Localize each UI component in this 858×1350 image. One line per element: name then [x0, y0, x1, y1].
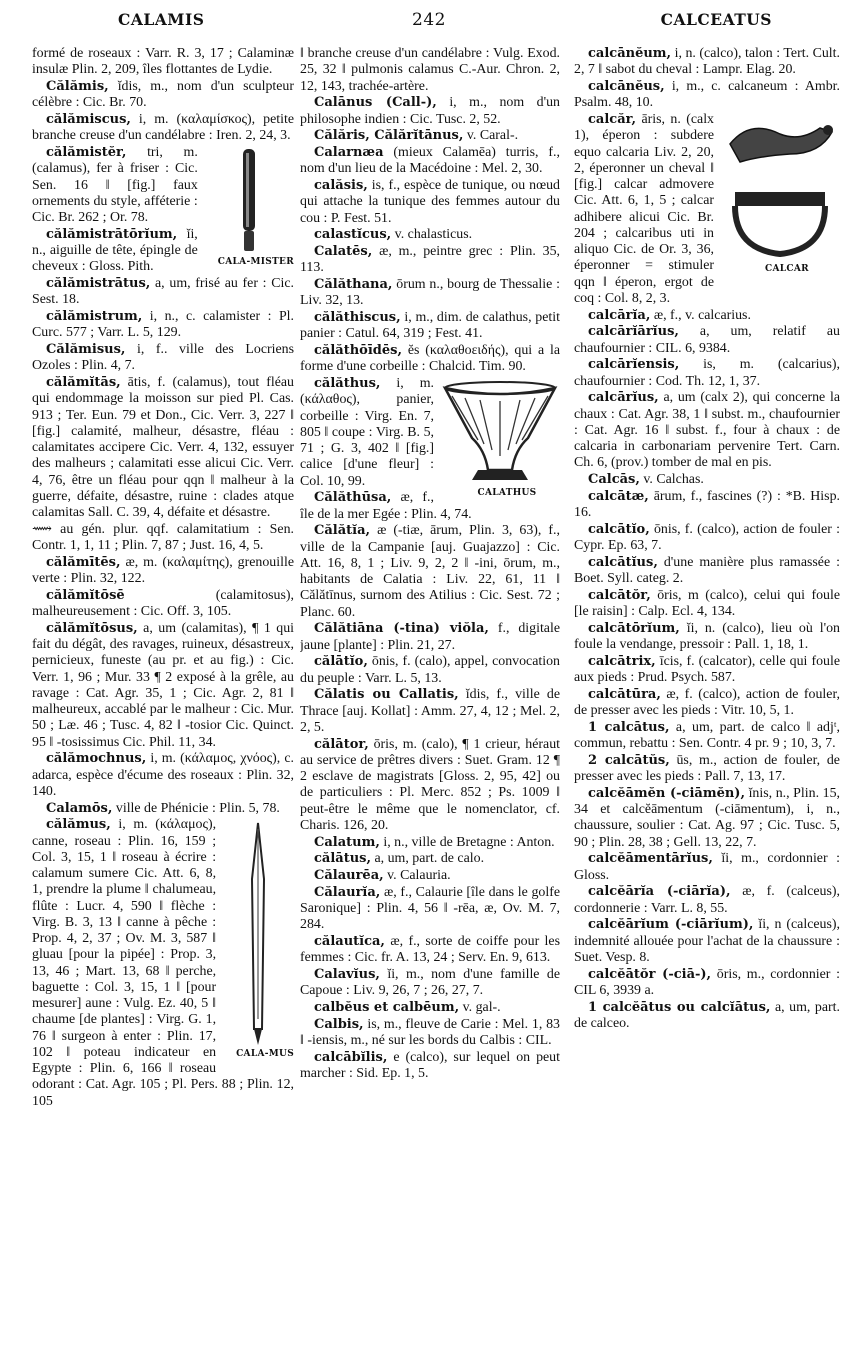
entry-definition: is, m. (calcarius), chaufournier : Cod. Th. 12, 1, 37. [574, 357, 840, 389]
entry-headword: Calamōs, [46, 800, 113, 816]
calathus-illustration [440, 378, 560, 498]
dictionary-entry [32, 375, 294, 521]
entry-headword: calcĕārĭa (-ciārĭa), [588, 884, 731, 900]
entry-headword: Călăris, Călărĭtānus, [314, 128, 464, 144]
entry-headword: Calatum, [314, 834, 380, 850]
entry-definition: v. gal-. [462, 1000, 501, 1015]
dictionary-entry [574, 621, 840, 654]
entry-headword: calcātōrĭum, [588, 620, 680, 636]
entry-headword: călātor, [314, 736, 369, 752]
entry-headword: calcānĕum, [588, 46, 672, 61]
dictionary-entry [300, 967, 560, 1000]
dictionary-entry [300, 885, 560, 934]
dictionary-entry [574, 79, 840, 112]
entry-headword: calcārĭa, [588, 307, 651, 323]
entry-definition: i, m. (κάλαθος), panier, corbeille : Virg. En. 7, 805 ‖ coupe : Virg. B. 5, 71 ; G. 3, 402 ‖ [fig.] calice [d'une fleur] : Col. 10, 99. [300, 376, 434, 489]
entry-headword: calcātŏr, [588, 587, 651, 603]
entry-headword: Calavĭus, [314, 967, 380, 982]
dictionary-entry [574, 357, 840, 390]
entry-definition: a, um, part. de calo. [374, 851, 485, 867]
entry-headword: calastĭcus, [314, 227, 392, 243]
entry-headword: calăsis, [314, 178, 368, 193]
entry-headword: călămĭtās, [46, 375, 121, 390]
dictionary-entry [300, 654, 560, 687]
entry-definition: ĭdis, f., ville de Thrace [auj. Kollat] : Amm. 27, 4, 12 ; Mel. 2, 2, 5. [300, 687, 560, 735]
dictionary-entry [300, 95, 560, 128]
dictionary-entry [300, 934, 560, 967]
entry-definition: (calamitosus), malheureusement : Cic. Off. 3, 105. [32, 587, 294, 619]
entry-headword: călautĭca, [314, 934, 385, 949]
entry-definition: æ, f., v. calcarius. [653, 307, 751, 323]
entry-definition: i, n., c. calamister : Pl. Curc. 577 ; Varr. L. 5, 129. [32, 309, 294, 341]
entry-definition: v. Caral-. [466, 128, 519, 144]
dictionary-entry [300, 310, 560, 343]
figure-caption: CALATHUS [477, 488, 537, 498]
entry-headword: calcābĭlis, [314, 1049, 388, 1065]
dictionary-entry [574, 324, 840, 357]
dictionary-entry [300, 244, 560, 277]
entry-headword: calcārĭārĭus, [588, 324, 679, 340]
entry-definition: a, um, frisé au fer : Cic. Sest. 18. [32, 276, 294, 308]
entry-headword: calcārĭensis, [588, 357, 680, 373]
entry-definition: is, m., fleuve de Carie : Mel. 1, 83 ‖ -iensis, m., né sur les bords du Calbis : CIL. [300, 1016, 560, 1048]
dictionary-entry [574, 588, 840, 621]
entry-headword: calcĕāmĕn (-ciāmĕn), [588, 785, 745, 801]
dictionary-entry [574, 884, 840, 917]
entry-definition: ōris, m (calco), celui qui foule [le raisin] : Calp. Ecl. 4, 134. [574, 587, 840, 619]
dictionary-entry [574, 46, 840, 79]
entry-definition: i, m. (καλαμίσκος), petite branche creuse d'un candélabre : Iren. 2, 24, 3. [32, 112, 294, 144]
dictionary-entry [300, 523, 560, 621]
dictionary-entry [300, 1050, 560, 1083]
calcar-illustration [720, 114, 840, 274]
entry-definition: ōnis, f. (calo), appel, convocation du peuple : Varr. L. 5, 13. [300, 654, 560, 686]
entry-headword: calbĕus et calbēum, [314, 1000, 460, 1015]
entry-definition: ĭi, n. (calco), lieu où l'on foule la vendange, pressoir : Pall. 1, 18, 1. [574, 620, 840, 652]
header-left-guideword: CALAMIS [118, 10, 205, 29]
dictionary-entry [574, 522, 840, 555]
entry-headword: călămochnus, [46, 751, 147, 767]
dictionary-entry [574, 917, 840, 966]
dictionary-entry [32, 817, 294, 1110]
entry-definition: e (calco), sur lequel on peut marcher : Sid. Ep. 1, 5. [300, 1049, 560, 1081]
entry-definition: ĕs (καλαθοειδής), qui a la forme d'une corbeille : Chalcid. Tim. 90. [300, 343, 560, 375]
entry-definition: is, f., espèce de tunique, ou nœud qui attache la tunique des femmes autour du cou : P. Fest. 51. [300, 178, 560, 226]
dictionary-entry [300, 46, 560, 95]
entry-headword: calcānĕus, [588, 79, 665, 94]
dictionary-entry [32, 621, 294, 751]
entry-definition: æ, f. (calco), action de fouler, de presser avec les pieds : Vitr. 10, 5, 1. [574, 686, 840, 718]
figure-caption: CALCAR [765, 264, 809, 274]
dictionary-entry [574, 687, 840, 720]
entry-definition: ĭi, m., nom d'une famille de Capoue : Liv. 9, 26, 7 ; 26, 27, 7. [300, 967, 560, 999]
calamister-illustration [204, 147, 294, 267]
entry-definition: ōris, m. (calo), ¶ 1 crieur, héraut au service de prêtres divers : Suet. Gram. 12 ¶ 2 esclave de magistrats [Gloss. 2, 95, 42] ou de particuliers : Pl. Merc. 852 ; Ps. 1009 ‖ peut-être le même que le nomenclator, cf. Charis. 126, 20. [300, 736, 560, 833]
entry-definition: i, m., c. calcaneum : Ambr. Psalm. 48, 10. [574, 79, 840, 111]
entry-definition: i, f.. ville des Locriens Ozoles : Plin. 4, 7. [32, 342, 294, 374]
entry-headword: călămistrātus, [46, 276, 151, 291]
dictionary-entry [574, 472, 840, 488]
entry-headword: Călatis ou Callatis, [314, 687, 459, 703]
dictionary-entry [300, 128, 560, 144]
entry-headword: călăthōīdēs, [314, 343, 402, 358]
entry-definition: æ, f. (calceus), cordonnerie : Varr. L. 8, 55. [574, 884, 840, 916]
dictionary-entry [574, 753, 840, 786]
entry-headword: Calcās, [588, 472, 640, 487]
entry-definition: tri, m. (calamus), fer à friser : Cic. Sen. 16 ‖ [fig.] faux ornements du style, afféterie : Cic. Br. 262 ; Or. 78. [32, 145, 198, 225]
entry-definition: v. chalasticus. [394, 227, 473, 243]
dictionary-entry [574, 786, 840, 851]
dictionary-entry [32, 751, 294, 800]
calamus-illustration [222, 819, 294, 1059]
entry-definition: ōris, m., cordonnier : CIL 6, 3939 a. [574, 966, 840, 998]
dictionary-entry [574, 720, 840, 753]
dictionary-entry [574, 967, 840, 1000]
entry-headword: calcātūra, [588, 686, 661, 702]
entry-definition: æ (-tiæ, ārum, Plin. 3, 63), f., ville de la Campanie [auj. Guajazzo] : Cic. Att. 16, 8, 1 ; Liv. 9, 2, 2 ‖ -ini, ōrum, m., habitants de Calatia : Liv. 22, 61, 11 ‖ Călătīnus, surnom des Atilius : Cic. Sest. 72 ; Planc. 60. [300, 523, 560, 620]
entry-headword: 2 calcātŭs, [588, 752, 670, 768]
dictionary-entry [300, 687, 560, 736]
dictionary-entry [574, 112, 840, 307]
entry-definition: ‖ branche creuse d'un candélabre : Vulg. Exod. 25, 32 ‖ pulmonis calamus C.-Aur. Chron. 2, 12, 143, trachée-artère. [300, 46, 560, 94]
entry-headword: călātĭo, [314, 654, 368, 670]
entry-definition: ōrum n., bourg de Thessalie : Liv. 32, 13. [300, 277, 560, 309]
column-3 [574, 46, 840, 1342]
entry-definition: i, n. (calco), talon : Tert. Cult. 2, 7 ‖ sabot du cheval : Lampr. Elag. 20. [574, 46, 840, 78]
dictionary-entry [32, 276, 294, 309]
entry-headword: calcăr, [588, 112, 637, 127]
entry-definition: ĭi, m., cordonnier : Gloss. [574, 851, 840, 883]
entry-definition: ville de Phénicie : Plin. 5, 78. [115, 800, 280, 816]
dictionary-entry [32, 588, 294, 621]
entry-headword: Călaurĭa, [314, 884, 381, 900]
entry-definition: a, um, part. de calco ‖ adjᵗ, commun, rebattu : Sen. Contr. 4 pr. 9 ; 10, 3, 7. [574, 719, 840, 751]
dictionary-entry [300, 621, 560, 654]
dictionary-entry [32, 522, 294, 555]
entry-headword: călămistĕr, [46, 145, 127, 160]
entry-definition: d'une manière plus ramassée : Boet. Syll. categ. 2. [574, 554, 840, 586]
running-header [0, 10, 858, 38]
entry-headword: călămĭtōsē [46, 587, 125, 603]
entry-headword: călămus, [46, 817, 111, 833]
entry-definition: ūs, m., action de fouler, de presser avec les pieds : Pall. 7, 13, 17. [574, 752, 840, 784]
page-number: 242 [412, 10, 446, 30]
dictionary-entry [32, 46, 294, 79]
entry-definition: æ, f., île de la mer Egée : Plin. 4, 74. [300, 490, 472, 522]
entry-definition: i, m. (κάλαμος, χνόος), c. adarca, espèce d'écume des roseaux : Plin. 32, 140. [32, 751, 294, 799]
dictionary-entry [32, 79, 294, 112]
entry-headword: Călătiāna (-tina) viŏla, [314, 621, 489, 637]
entry-definition: v. Calchas. [643, 472, 704, 487]
dictionary-entry [300, 145, 560, 178]
entry-headword: calcātĭo, [588, 521, 650, 537]
entry-headword: călātus, [314, 851, 372, 867]
header-right-guideword: CALCEATUS [660, 10, 772, 29]
dictionary-entry [300, 835, 560, 851]
entry-headword: Călămis, [46, 79, 109, 94]
column-2 [300, 46, 560, 1342]
dictionary-entry [300, 277, 560, 310]
entry-headword: Călăthana, [314, 277, 393, 292]
entry-headword: 1 calcātus, [588, 719, 670, 735]
dictionary-entry [300, 851, 560, 867]
entry-definition: i, m., nom d'un philosophe indien : Cic. Tusc. 2, 52. [300, 95, 560, 127]
entry-definition: i, m. (κάλαμος), canne, roseau : Plin. 16, 159 ; Col. 3, 15, 1 ‖ roseau à écrire : calamum sumere Cic. Att. 6, 8, 1, prendre la plume ‖ chalumeau, flûte : Lucr. 4, 590 ‖ flèche : Virg. B. 3, 13 ‖ canne à pêche : Prop. 4, 2, 37 ; Ov. M. 3, 587 ‖ gluau [pour la pipée] : Prop. 3, 13, 46 ; Mart. 13, 68 ‖ perche, baguette : Col. 3, 15, 1 ‖ [pour mesurer] aune : Vulg. Ez. 40, 5 ‖ chaume [de plantes] : Virg. G. 1, 76 ‖ surgeon à enter : Plin. 17, 102 ‖ poteau indicateur en Egypte : Plin. 6, 166 ‖ roseau odorant : Cat. Agr. 105 ; Pl. Pers. 88 ; Plin. 12, 105 [32, 817, 294, 1109]
dictionary-entry [574, 654, 840, 687]
dictionary-entry [574, 489, 840, 522]
entry-headword: calcātrix, [588, 653, 656, 669]
column-1 [32, 46, 294, 1342]
entry-headword: Calatēs, [314, 244, 373, 259]
dictionary-entry [300, 737, 560, 835]
dictionary-entry [300, 1000, 560, 1016]
entry-definition: f., digitale jaune [plante] : Plin. 21, 27. [300, 621, 560, 653]
entry-definition: īcis, f. (calcator), celle qui foule aux pieds : Prud. Psych. 587. [574, 653, 840, 685]
entry-headword: calcĕāmentārĭus, [588, 851, 713, 867]
entry-headword: Călămisus, [46, 342, 126, 357]
entry-definition: ĭi, n (calceus), indemnité allouée pour l'achat de la chaussure : Suet. Vesp. 8. [574, 917, 840, 965]
entry-definition: ⟿ au gén. plur. qqf. calamitatium : Sen. Contr. 1, 1, 11 ; Plin. 7, 87 ; Just. 16, 4, 5. [32, 521, 294, 553]
entry-headword: călămītēs, [46, 554, 121, 570]
entry-headword: călăthiscus, [314, 310, 401, 325]
entry-definition: ĭdis, m., nom d'un sculpteur célèbre : Cic. Br. 70. [32, 79, 294, 111]
dictionary-entry [32, 555, 294, 588]
entry-headword: Călătĭa, [314, 523, 371, 539]
dictionary-entry [32, 342, 294, 375]
entry-headword: calcĕārĭum (-ciārĭum), [588, 917, 754, 933]
entry-definition: v. Calauria. [387, 868, 451, 883]
dictionary-entry [32, 309, 294, 342]
figure-caption: CALA-MISTER [217, 257, 294, 267]
entry-definition: a, um (calx 2), qui concerne la chaux : Cat. Agr. 38, 1 ‖ subst. m., chaufournier : Cat. Agr. 16 ‖ subst. f., four à chaux : de calcaria in carbonariam pervenire Tert. Carn. Ch. 6, (prov.) tomber de mal en pis. [574, 390, 840, 471]
entry-headword: calcātĭus, [588, 554, 658, 570]
figure-caption: CALA-MUS [236, 1049, 294, 1060]
dictionary-entry [32, 112, 294, 145]
dictionary-entry [574, 390, 840, 471]
entry-definition: āris, n. (calx 1), éperon : subdere equo calcaria Liv. 2, 20, 2, éperonner un cheval ‖ [fig.] calcar admovere Cic. Att. 6, 1, 5 ; calcar adhibere alicui Cic. Br. 204 ; calcaribus uti in aliquo Cic. de Or. 3, 36, éperonner = stimuler qqn ‖ éperon, ergot de coq : Col. 8, 2, 3. [574, 112, 714, 306]
entry-headword: calcārĭus, [588, 390, 659, 406]
entry-definition: a, um (calamitas), ¶ 1 qui fait du dégât, des ravages, ruineux, désastreux, pernicieux, funeste (au pr. et au fig.) : Cic. Verr. 1, 96 ; Mur. 33 ¶ 2 exposé à la grêle, au ravage : Cat. Agr. 35, 1 ; Cic. Agr. 2, 81 ‖ malheureux, accablé par le malheur : Cic. Mur. 50 ; Læ. 46 ; Tusc. 4, 82 ‖ -tosior Cic. Quinct. 95 ‖ -tosissimus Cic. Phil. 11, 34. [32, 620, 294, 750]
dictionary-entry [574, 308, 840, 324]
entry-definition: i, m., dim. de calathus, petit panier : Catul. 64, 319 ; Fest. 41. [300, 310, 560, 342]
entry-headword: calcĕātŏr (-ciā-), [588, 966, 712, 982]
entry-definition: æ, f., sorte de coiffe pour les femmes : Cic. fr. A. 13, 24 ; Serv. En. 9, 613. [300, 934, 560, 966]
dictionary-entry [300, 868, 560, 884]
entry-headword: călămĭtōsus, [46, 620, 138, 636]
entry-definition: a, um, part. de calceo. [574, 999, 840, 1031]
entry-definition: æ, m., peintre grec : Plin. 35, 113. [300, 244, 560, 276]
dictionary-entry [300, 343, 560, 376]
entry-headword: călămiscus, [46, 112, 131, 127]
entry-definition: ārum, f., fascines (?) : *B. Hisp. 16. [574, 488, 840, 520]
dictionary-entry [574, 851, 840, 884]
entry-headword: călămistrum, [46, 309, 143, 324]
entry-headword: călămistrātōrĭum, [46, 226, 178, 242]
entry-headword: Calarnæa [314, 145, 384, 160]
dictionary-entry [300, 178, 560, 227]
entry-definition: ĭi, n., aiguille de tête, épingle de cheveux : Gloss. Pith. [32, 226, 198, 275]
entry-headword: călăthus, [314, 376, 381, 391]
dictionary-entry [32, 801, 294, 817]
entry-headword: Calbis, [314, 1016, 364, 1032]
entry-definition: a, um, relatif au chaufournier : CIL. 6, 9384. [574, 324, 840, 356]
entry-definition: (mieux Calamēa) turris, f., nom d'un lieu de la Macédoine : Mel. 2, 30. [300, 145, 560, 177]
entry-definition: ātis, f. (calamus), tout fléau qui endommage la moisson sur pied Pl. Cas. 913 ; Ter. Eun. 79 et Don., Cic. Verr. 3, 227 ‖ [fig.] calamité, malheur, désastre, fléau : calamitates accipere Cic. Verr. 4, 132, essuyer des malheurs ; calamitati esse alicui Cic. Verr. 4, 76, être un fléau pour qqn ‖ malheur à la guerre, défaite, désastre, ruine : clades atque calamitas Sall. C. 39, 4, défaite et désastre. [32, 375, 294, 520]
entry-headword: 1 calcĕātus ou calcĭātus, [588, 999, 771, 1015]
entry-definition: i, n., ville de Bretagne : Anton. [383, 834, 555, 850]
entry-definition: æ, f., Calaurie [île dans le golfe Saronique] : Plin. 4, 56 ‖ -rēa, æ, Ov. M. 7, 284. [300, 884, 560, 933]
dictionary-entry [574, 555, 840, 588]
dictionary-entry [300, 1017, 560, 1050]
dictionary-entry [300, 227, 560, 243]
entry-headword: calcātæ, [588, 488, 649, 504]
entry-definition: æ, m. (καλαμίτης), grenouille verte : Plin. 32, 122. [32, 554, 294, 586]
entry-headword: Calānus (Call-), [314, 95, 437, 111]
entry-definition: formé de roseaux : Varr. R. 3, 17 ; Calaminæ insulæ Plin. 2, 209, îles flottantes de Lydie. [32, 46, 294, 78]
entry-headword: Călaurēa, [314, 868, 384, 883]
entry-headword: Călăthūsa, [314, 490, 392, 506]
entry-definition: ĭnis, n., Plin. 15, 34 et calcĕāmentum (-ciāmentum), i, n., chaussure, soulier : Cat. Ag. 97 ; Cic. Tusc. 5, 90 ; Plin. 28, 38 ; Gell. 13, 22, 7. [574, 785, 840, 850]
entry-definition: ōnis, f. (calco), action de fouler : Cypr. Ep. 63, 7. [574, 521, 840, 553]
dictionary-entry [574, 1000, 840, 1033]
